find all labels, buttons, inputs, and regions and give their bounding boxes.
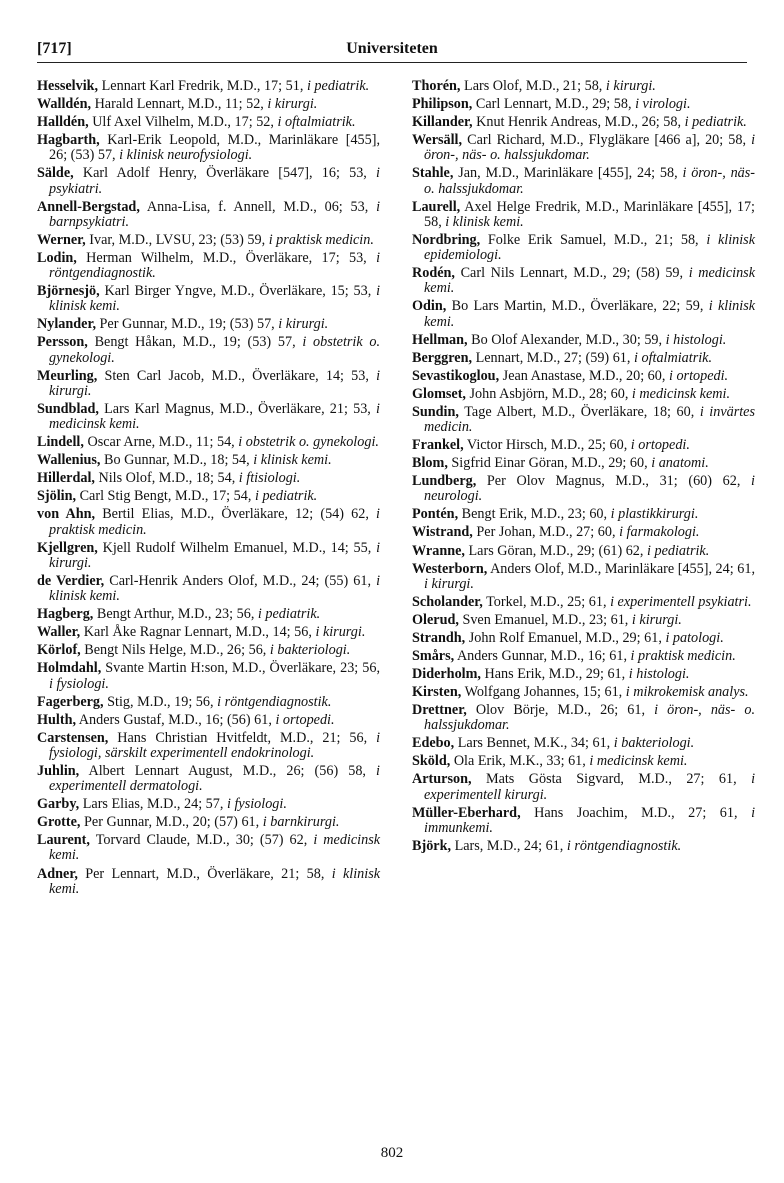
register-entry [412, 79, 755, 94]
entry-details: Kjell Rudolf Wilhelm Emanuel, M.D., 14; 55, [102, 539, 372, 556]
register-entry [37, 661, 380, 691]
register-entry [412, 562, 755, 592]
entry-surname: Sälde, [37, 165, 74, 182]
entry-surname: Müller-Eberhard, [412, 804, 521, 821]
entry-details: Carl Stig Bengt, M.D., 17; 54, [79, 488, 252, 505]
entry-specialty: i röntgendiagnostik. [217, 693, 332, 710]
entry-specialty: i experimentell dermatologi. [49, 762, 380, 795]
entry-surname: Olerud, [412, 611, 459, 628]
register-entry [412, 507, 755, 522]
left-column [37, 79, 380, 900]
page-title: Universiteten [346, 40, 438, 57]
entry-specialty: i ortopedi. [630, 437, 690, 454]
entry-surname: Hesselvik, [37, 78, 99, 94]
entry-details: Bo Gunnar, M.D., 18; 54, [104, 452, 250, 469]
running-header [37, 40, 747, 63]
entry-specialty: i pediatrik. [647, 542, 710, 559]
entry-details: Mats Gösta Sigvard, M.D., 27; 61, [485, 771, 737, 788]
entry-details: John Rolf Emanuel, M.D., 29; 61, [468, 629, 662, 646]
entry-specialty: i mikrokemisk analys. [625, 684, 749, 701]
entry-details: Carl Richard, M.D., Flygläkare [466 a], 20; 58, [467, 132, 746, 149]
entry-specialty: i barnkirurgi. [262, 814, 340, 831]
entry-specialty: i praktisk medicin. [268, 231, 374, 248]
entry-details: Jean Anastase, M.D., 20; 60, [502, 367, 666, 384]
entry-specialty: i immunkemi. [424, 804, 756, 836]
entry-details: Karl Birger Yngve, M.D., Överläkare, 15; 53, [104, 283, 372, 300]
entry-surname: Waller, [37, 624, 81, 641]
entry-specialty: i öron-, näs- o. halssjukdomar. [424, 702, 755, 734]
entry-specialty: i klinisk epidemiologi. [424, 231, 755, 264]
entry-surname: Stahle, [412, 165, 454, 182]
entry-surname: Hillerdal, [37, 470, 95, 487]
entry-surname: Hulth, [37, 711, 77, 728]
page-reference: [717] [37, 40, 72, 57]
entry-details: Bo Olof Alexander, M.D., 30; 59, [471, 331, 663, 348]
entry-details: Ivar, M.D., LVSU, 23; (53) 59, [89, 231, 266, 248]
entry-surname: Thorén, [412, 78, 461, 94]
entry-details: Harald Lennart, M.D., 11; 52, [94, 96, 264, 113]
entry-specialty: i oftalmiatrik. [633, 349, 713, 366]
entry-details: Hans Joachim, M.D., 27; 61, [534, 804, 738, 821]
register-entry [37, 251, 380, 281]
entry-surname: Körlof, [37, 642, 81, 659]
register-entry [37, 233, 380, 248]
register-entry [37, 471, 380, 486]
entry-specialty: i kirurgi. [278, 316, 329, 333]
entry-specialty: i kirurgi. [49, 539, 381, 571]
entry-surname: Drettner, [412, 702, 467, 719]
entry-specialty: i oftalmiatrik. [277, 114, 356, 131]
entry-surname: Hagbarth, [37, 132, 100, 149]
entry-specialty: i plastikkirurgi. [610, 506, 699, 523]
entry-details: Lars Karl Magnus, M.D., Överläkare, 21; 53, [104, 400, 371, 417]
entry-surname: Blom, [412, 455, 448, 472]
entry-details: Lars Olof, M.D., 21; 58, [464, 78, 603, 94]
entry-details: Oscar Arne, M.D., 11; 54, [87, 434, 235, 451]
entry-details: Lennart, M.D., 27; (59) 61, [475, 349, 631, 366]
entry-surname: Adner, [37, 865, 78, 882]
register-entry [412, 351, 755, 366]
entry-surname: Juhlin, [37, 762, 80, 779]
register-entry [37, 133, 380, 163]
register-entry [412, 736, 755, 751]
entry-specialty: i histologi. [628, 666, 690, 682]
entry-surname: Garby, [37, 796, 80, 813]
entry-specialty: i öron-, näs- o. halssjukdomar. [424, 165, 755, 197]
entry-details: Ulf Axel Vilhelm, M.D., 17; 52, [92, 114, 274, 131]
entry-details: Carl-Henrik Anders Olof, M.D., 24; (55) 61, [109, 572, 371, 589]
entry-surname: von Ahn, [37, 506, 96, 523]
entry-specialty: i klinisk kemi. [49, 283, 381, 315]
entry-surname: Glomset, [412, 385, 466, 402]
entry-surname: Kirsten, [412, 684, 462, 701]
entry-surname: Nylander, [37, 316, 96, 333]
entry-details: Karl Åke Ragnar Lennart, M.D., 14; 56, [83, 624, 312, 641]
register-entry [412, 544, 755, 559]
entry-details: Per Lennart, M.D., Överläkare, 21; 58, [85, 865, 325, 882]
entry-surname: Westerborn, [412, 560, 488, 577]
entry-surname: Laurell, [412, 198, 461, 215]
register-entry [37, 317, 380, 332]
entry-details: Tage Albert, M.D., Överläkare, 18; 60, [464, 403, 695, 420]
entry-specialty: i barnpsykiatri. [49, 198, 381, 230]
entry-details: Anders Olof, M.D., Marinläkare [455], 24; 61, [490, 560, 755, 577]
entry-details: Per Gunnar, M.D., 19; (53) 57, [99, 316, 275, 333]
register-entry [412, 839, 755, 854]
entry-specialty: i pediatrik. [257, 606, 321, 623]
entry-surname: Smårs, [412, 647, 455, 664]
entry-specialty: i praktisk medicin. [630, 647, 736, 664]
right-column [412, 79, 755, 857]
entry-surname: Rodén, [412, 265, 455, 282]
entry-surname: Diderholm, [412, 666, 481, 682]
entry-surname: Lodin, [37, 249, 77, 266]
entry-details: Lars, M.D., 24; 61, [454, 837, 564, 854]
entry-surname: Killander, [412, 114, 473, 131]
entry-specialty: i röntgendiagnostik. [566, 837, 682, 854]
entry-specialty: i anatomi. [651, 455, 709, 472]
entry-surname: Berggren, [412, 349, 473, 366]
page-number: 802 [380, 1145, 404, 1161]
entry-surname: Kjellgren, [37, 539, 98, 556]
register-entry [412, 266, 755, 296]
entry-surname: Meurling, [37, 367, 98, 384]
entry-specialty: i klinisk kemi. [49, 572, 381, 605]
entry-surname: Sundblad, [37, 400, 99, 417]
entry-details: Anna-Lisa, f. Annell, M.D., 06; 53, [146, 198, 369, 215]
entry-details: Nils Olof, M.D., 18; 54, [98, 470, 236, 487]
entry-surname: Fagerberg, [37, 693, 104, 710]
entry-surname: Walldén, [37, 96, 92, 113]
register-entry [37, 833, 380, 863]
entry-details: Folke Erik Samuel, M.D., 21; 58, [487, 231, 699, 248]
entry-specialty: i ortopedi. [668, 367, 729, 384]
entry-surname: Arturson, [412, 771, 472, 788]
register-entry [37, 435, 380, 450]
register-entry [412, 166, 755, 196]
register-entry [412, 772, 755, 802]
entry-details: Svante Martin H:son, M.D., Överläkare, 23; 56, [105, 660, 380, 677]
register-entry [37, 643, 380, 658]
register-entry [412, 667, 755, 682]
register-entry [37, 695, 380, 710]
entry-specialty: i kirurgi. [267, 96, 318, 113]
entry-details: Anders Gustaf, M.D., 16; (56) 61, [78, 711, 272, 728]
entry-surname: Persson, [37, 334, 88, 351]
register-entry [37, 335, 380, 365]
entry-specialty: i neurologi. [424, 473, 755, 505]
register-entry [37, 402, 380, 432]
entry-specialty: i medicinsk kemi. [49, 400, 380, 433]
register-entry [37, 79, 380, 94]
entry-details: Lars Göran, M.D., 29; (61) 62, [468, 542, 644, 559]
entry-surname: Holmdahl, [37, 660, 102, 677]
entry-details: Bengt Håkan, M.D., 19; (53) 57, [94, 334, 296, 351]
entry-surname: de Verdier, [37, 572, 105, 589]
register-entry [412, 525, 755, 540]
register-entry [37, 713, 380, 728]
entry-specialty: i patologi. [665, 629, 724, 646]
entry-specialty: i ortopedi. [275, 711, 335, 728]
entry-specialty: i kirurgi. [605, 78, 656, 94]
entry-specialty: i experimentell psykiatri. [610, 593, 752, 610]
entry-surname: Scholander, [412, 593, 483, 610]
entry-surname: Sjölin, [37, 488, 77, 505]
entry-details: Karl-Erik Leopold, M.D., Marinläkare [455], 26; (53) 57, [49, 132, 380, 164]
entry-details: Sigfrid Einar Göran, M.D., 29; 60, [451, 455, 648, 472]
entry-details: Bengt Arthur, M.D., 23; 56, [96, 606, 255, 623]
entry-details: Bengt Erik, M.D., 23; 60, [461, 506, 608, 523]
entry-specialty: i medicinsk kemi. [631, 385, 731, 402]
register-entry [412, 649, 755, 664]
entry-surname: Lindell, [37, 434, 84, 451]
entry-details: Torvard Claude, M.D., 30; (57) 62, [95, 832, 308, 849]
entry-details: John Asbjörn, M.D., 28; 60, [469, 385, 629, 402]
entry-details: Jan, M.D., Marinläkare [455], 24; 58, [458, 165, 678, 182]
entry-details: Hans Christian Hvitfeldt, M.D., 21; 56, [117, 729, 368, 746]
entry-details: Wolfgang Johannes, 15; 61, [464, 684, 623, 701]
register-entry [412, 405, 755, 435]
entry-details: Karl Adolf Henry, Överläkare [547], 16; 53, [82, 165, 367, 182]
register-entry [37, 815, 380, 830]
register-entry [37, 489, 380, 504]
entry-details: Hans Erik, M.D., 29; 61, [484, 666, 626, 682]
entry-details: Victor Hirsch, M.D., 25; 60, [466, 437, 628, 454]
entry-specialty: i virologi. [635, 96, 691, 113]
entry-details: Carl Nils Lennart, M.D., 29; (58) 59, [460, 265, 684, 282]
register-entry [412, 299, 755, 329]
entry-specialty: i klinisk kemi. [253, 452, 332, 469]
entry-details: Lars Elias, M.D., 24; 57, [82, 796, 224, 813]
register-entry [412, 387, 755, 402]
register-entry [412, 438, 755, 453]
entry-surname: Frankel, [412, 437, 464, 454]
register-entry [412, 200, 755, 230]
entry-specialty: i kirurgi. [424, 575, 474, 592]
entry-specialty: i kirurgi. [631, 611, 682, 628]
register-entry [412, 806, 755, 836]
register-entry [37, 731, 380, 761]
register-entry [412, 631, 755, 646]
entry-details: Per Johan, M.D., 27; 60, [476, 524, 616, 541]
entry-surname: Odin, [412, 298, 447, 315]
entry-specialty: i farmakologi. [619, 524, 700, 541]
entry-specialty: i fysiologi, särskilt experimentell endokrinologi. [49, 729, 381, 761]
register-entry [412, 474, 755, 504]
entry-details: Ola Erik, M.K., 33; 61, [453, 753, 586, 770]
register-entry [412, 133, 755, 163]
entry-details: Anders Gunnar, M.D., 16; 61, [456, 647, 627, 664]
register-entry [37, 764, 380, 794]
register-entry [412, 333, 755, 348]
entry-surname: Wallenius, [37, 452, 101, 469]
entry-surname: Sundin, [412, 403, 459, 420]
entry-details: Stig, M.D., 19; 56, [107, 693, 214, 710]
entry-details: Per Gunnar, M.D., 20; (57) 61, [84, 814, 260, 831]
register-entry [412, 703, 755, 733]
register-entry [412, 613, 755, 628]
entry-details: Lennart Karl Fredrik, M.D., 17; 51, [101, 78, 304, 94]
entry-details: Bo Lars Martin, M.D., Överläkare, 22; 59, [451, 298, 704, 315]
entry-surname: Björk, [412, 837, 452, 854]
entry-details: Torkel, M.D., 25; 61, [486, 593, 607, 610]
register-entry [37, 166, 380, 196]
entry-details: Axel Helge Fredrik, M.D., Marinläkare [455], 17; 58, [424, 198, 755, 230]
register-entry [412, 456, 755, 471]
register-entry [412, 685, 755, 700]
entry-details: Lars Bennet, M.K., 34; 61, [457, 735, 611, 752]
register-entry [37, 541, 380, 571]
entry-specialty: i klinisk kemi. [424, 298, 756, 330]
entry-surname: Pontén, [412, 506, 459, 523]
entry-details: Knut Henrik Andreas, M.D., 26; 58, [476, 114, 682, 131]
register-entry [37, 97, 380, 112]
entry-surname: Nordbring, [412, 231, 481, 248]
entry-specialty: i pediatrik. [306, 78, 370, 94]
entry-surname: Strandh, [412, 629, 466, 646]
entry-surname: Grotte, [37, 814, 81, 831]
register-entry [37, 507, 380, 537]
entry-specialty: i praktisk medicin. [49, 506, 380, 538]
register-entry [37, 625, 380, 640]
entry-details: Sven Emanuel, M.D., 23; 61, [462, 611, 629, 628]
entry-specialty: i obstetrik o. gynekologi. [238, 434, 379, 451]
entry-specialty: i medicinsk kemi. [424, 265, 755, 297]
register-entry [412, 97, 755, 112]
register-entry [412, 754, 755, 769]
entry-surname: Lundberg, [412, 473, 477, 490]
entry-specialty: i histologi. [665, 331, 727, 348]
register-entry [37, 115, 380, 130]
entry-surname: Sköld, [412, 753, 451, 770]
register-entry [412, 595, 755, 610]
register-entry [37, 369, 380, 399]
entry-surname: Hellman, [412, 331, 468, 348]
entry-surname: Carstensen, [37, 729, 109, 746]
entry-specialty: i invärtes medicin. [424, 403, 756, 436]
entry-specialty: i medicinsk kemi. [49, 832, 381, 864]
entry-surname: Björnesjö, [37, 283, 100, 300]
entry-surname: Laurent, [37, 832, 90, 849]
entry-specialty: i bakteriologi. [269, 642, 351, 659]
entry-specialty: i obstetrik o. gynekologi. [49, 334, 381, 366]
entry-details: Albert Lennart August, M.D., 26; (56) 58, [88, 762, 366, 779]
entry-specialty: i öron-, näs- o. halssjukdomar. [424, 132, 756, 164]
entry-details: Sten Carl Jacob, M.D., Överläkare, 14; 53, [104, 367, 369, 384]
entry-specialty: i röntgendiagnostik. [49, 249, 381, 282]
register-entry [37, 284, 380, 314]
entry-details: Bertil Elias, M.D., Överläkare, 12; (54) 62, [102, 506, 369, 523]
entry-surname: Wistrand, [412, 524, 473, 541]
entry-surname: Annell-Bergstad, [37, 198, 140, 215]
entry-specialty: i medicinsk kemi. [589, 753, 688, 770]
register-entry [37, 607, 380, 622]
entry-specialty: i klinisk kemi. [49, 865, 381, 897]
entry-specialty: i fysiologi. [226, 796, 287, 813]
entry-specialty: i experimentell kirurgi. [424, 771, 756, 803]
entry-surname: Edebo, [412, 735, 455, 752]
entry-specialty: i pediatrik. [684, 114, 747, 131]
entry-specialty: i bakteriologi. [613, 735, 695, 752]
entry-surname: Werner, [37, 231, 86, 248]
register-entry [412, 115, 755, 130]
register-entry [37, 797, 380, 812]
entry-specialty: i fysiologi. [49, 675, 109, 692]
entry-surname: Wersäll, [412, 132, 463, 149]
entry-specialty: i klinisk neurofysiologi. [119, 147, 253, 164]
entry-details: Olov Börje, M.D., 26; 61, [475, 702, 646, 719]
entry-specialty: i psykiatri. [49, 165, 380, 197]
entry-surname: Philipson, [412, 96, 473, 113]
entry-details: Bengt Nils Helge, M.D., 26; 56, [84, 642, 267, 659]
entry-details: Herman Wilhelm, M.D., Överläkare, 17; 53, [86, 249, 367, 266]
entry-specialty: i ftisiologi. [238, 470, 301, 487]
register-entry [37, 574, 380, 604]
entry-surname: Sevastikoglou, [412, 367, 500, 384]
entry-specialty: i pediatrik. [254, 488, 318, 505]
entry-surname: Halldén, [37, 114, 89, 131]
register-entry [37, 867, 380, 897]
entry-specialty: i klinisk kemi. [445, 213, 524, 230]
register-entry [412, 233, 755, 263]
register-entry [37, 200, 380, 230]
entry-specialty: i kirurgi. [315, 624, 366, 641]
entry-details: Per Olov Magnus, M.D., 31; (60) 62, [486, 473, 741, 490]
entry-details: Carl Lennart, M.D., 29; 58, [475, 96, 632, 113]
entry-surname: Wranne, [412, 542, 465, 559]
register-entry [412, 369, 755, 384]
register-entry [37, 453, 380, 468]
entry-specialty: i kirurgi. [49, 367, 381, 399]
entry-surname: Hagberg, [37, 606, 94, 623]
